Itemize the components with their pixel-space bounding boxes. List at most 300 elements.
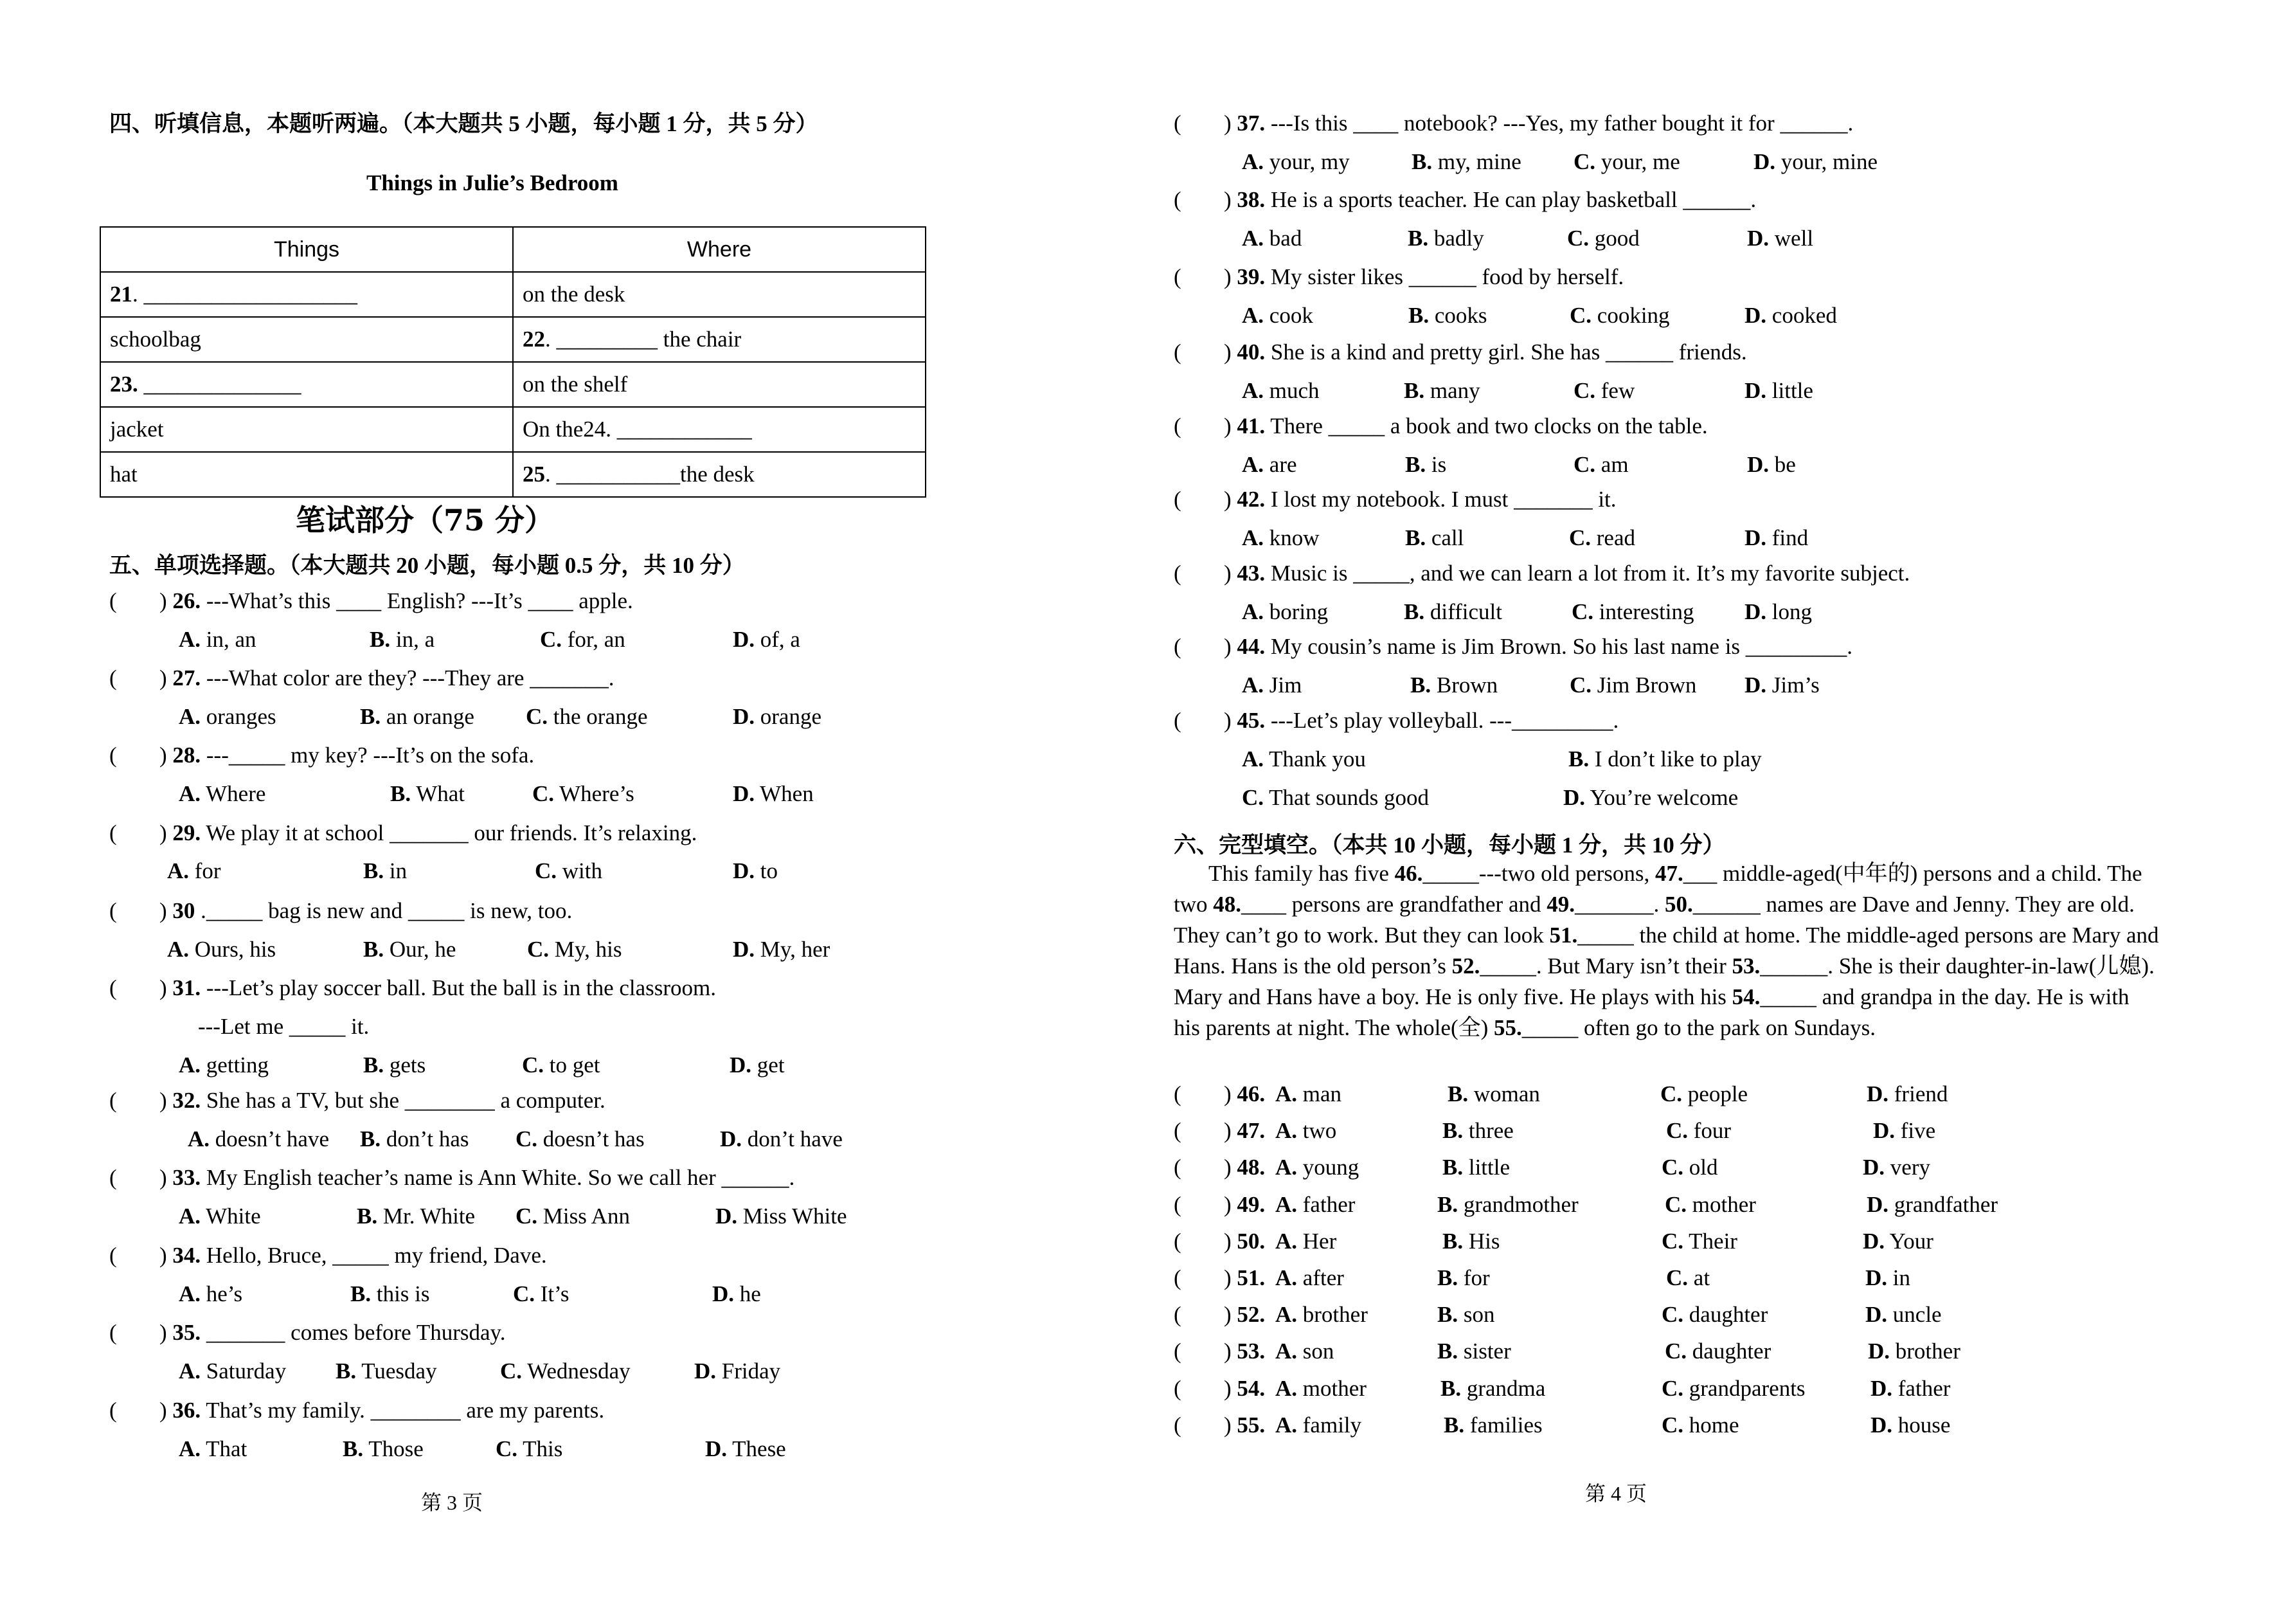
option-text: Mr. White [377,1204,476,1229]
option-c[interactable] [1574,149,1680,175]
option-a[interactable] [1275,1376,1367,1402]
option-a[interactable] [1242,378,1320,404]
option-d[interactable] [1563,785,1738,811]
answer-blank[interactable]: . ___________________ [132,282,357,307]
option-d[interactable] [733,937,830,962]
option-b[interactable] [1404,599,1502,625]
option-letter: C. [540,627,562,652]
answer-bracket[interactable] [122,898,159,924]
option-c[interactable] [1242,785,1429,811]
option-b[interactable] [1442,1229,1500,1254]
question-row [1174,339,1181,365]
option-letter: D. [1865,1302,1888,1327]
option-letter: C. [1569,525,1592,550]
option-letter: C. [1662,1412,1684,1438]
answer-bracket[interactable] [1187,1229,1224,1254]
option-a[interactable] [1242,525,1320,551]
open-paren: ( [1174,561,1181,586]
answer-bracket[interactable] [1187,708,1224,734]
option-letter: D. [1753,149,1776,174]
option-d[interactable] [1867,1192,1998,1218]
option-letter: C. [532,781,555,806]
passage-text: _____. But Mary isn’t their [1480,953,1732,979]
answer-bracket[interactable] [122,820,159,846]
option-d[interactable] [1744,672,1820,698]
passage-line [1174,951,2196,982]
option-b[interactable] [363,858,407,884]
option-d[interactable] [733,704,821,730]
option-text: That sounds good [1264,785,1430,810]
question-row [1174,264,1181,290]
option-letter: A. [1275,1376,1298,1401]
cloze-number [1224,1229,1265,1254]
option-d[interactable] [1865,1302,1942,1328]
option-c[interactable] [516,1126,645,1152]
question-number: 53. [1231,1339,1266,1364]
option-text: of, a [755,627,800,652]
option-c[interactable] [1662,1376,1806,1402]
option-c[interactable] [500,1358,631,1384]
answer-bracket[interactable] [1187,413,1224,439]
option-text: cook [1264,303,1313,328]
option-text: mother [1297,1376,1367,1401]
option-c[interactable] [522,1052,600,1078]
option-b[interactable] [1410,672,1498,698]
option-b[interactable] [1442,1155,1510,1180]
answer-bracket[interactable] [1187,1155,1224,1180]
option-letter: A. [1242,525,1264,550]
option-text: this is [371,1281,430,1306]
option-c[interactable] [1574,452,1629,478]
question-row [1174,413,1181,439]
answer-bracket[interactable] [122,588,159,614]
option-a[interactable] [1242,746,1366,772]
option-letter: A. [1275,1302,1298,1327]
option-c[interactable] [1665,1339,1771,1364]
blank-number[interactable]: 52. [1451,953,1480,979]
close-paren: ) [159,1398,167,1423]
option-b[interactable] [1408,226,1484,251]
option-text: father [1297,1192,1356,1217]
option-letter: B. [357,1204,378,1229]
question-text: _______ comes before Thursday. [201,1320,506,1345]
answer-blank[interactable]: . ___________the desk [545,462,755,487]
close-paren: ) [1224,634,1232,659]
option-c[interactable] [1569,525,1635,551]
question-stem [159,743,534,768]
answer-bracket[interactable] [122,1165,159,1191]
option-a[interactable] [1275,1192,1355,1218]
option-d[interactable] [1863,1155,1930,1180]
option-c[interactable] [1570,672,1696,698]
option-letter: C. [1574,452,1596,477]
option-letter: A. [1242,378,1264,403]
option-letter: D. [1863,1229,1885,1254]
blank-number[interactable]: 49. [1547,892,1575,917]
option-b[interactable] [1437,1192,1579,1218]
option-a[interactable] [1242,149,1350,175]
answer-bracket[interactable] [1187,1412,1224,1438]
question-number: 48. [1231,1155,1266,1180]
open-paren: ( [1174,264,1181,289]
answer-bracket[interactable] [1187,111,1224,136]
option-b[interactable] [1437,1339,1511,1364]
question-row [109,1320,117,1346]
answer-blank[interactable]: . _________ the chair [545,327,742,352]
option-d[interactable] [1747,452,1796,478]
question-text: I lost my notebook. I must _______ it. [1265,487,1617,512]
option-d[interactable] [1867,1081,1948,1107]
answer-bracket[interactable] [1187,1302,1224,1328]
option-letter: B. [1404,599,1425,624]
close-paren: ) [159,665,167,690]
option-letter: A. [1275,1229,1298,1254]
option-a[interactable] [1275,1081,1341,1107]
option-c[interactable] [1666,1265,1710,1291]
question-number: 54. [1231,1376,1266,1401]
option-a[interactable] [1275,1118,1336,1144]
option-letter: C. [527,937,550,962]
option-text: my, mine [1432,149,1521,174]
passage-text: ______ names are Dave and Jenny. They are old. [1692,892,2135,917]
close-paren: ) [1224,1339,1232,1364]
option-text: Miss Ann [537,1204,630,1229]
option-d[interactable] [705,1436,786,1462]
option-c[interactable] [496,1436,562,1462]
table-cell-where: on the shelf [513,362,926,407]
option-text: know [1264,525,1320,550]
option-d[interactable] [720,1126,843,1152]
answer-bracket[interactable] [122,665,159,691]
option-c[interactable] [1574,378,1635,404]
question-row [109,1398,117,1423]
table-row [100,272,926,317]
option-letter: D. [1747,452,1770,477]
option-c[interactable] [1570,303,1670,329]
option-a[interactable] [1242,452,1297,478]
option-letter: D. [733,937,755,962]
cloze-number [1224,1081,1265,1107]
option-a[interactable] [1242,599,1328,625]
option-text: for, an [562,627,625,652]
open-paren: ( [109,1398,117,1423]
option-letter: A. [167,937,190,962]
answer-bracket[interactable] [1187,264,1224,290]
option-b[interactable] [350,1281,430,1307]
option-a[interactable] [1275,1229,1336,1254]
option-d[interactable] [694,1358,780,1384]
option-text: the orange [548,704,648,729]
option-text: little [1463,1155,1511,1180]
section4-title: 四、听填信息，本题听两遍。（本大题共 5 小题，每小题 1 分，共 5 分） [109,111,818,136]
option-d[interactable] [1870,1412,1950,1438]
option-b[interactable] [360,704,474,730]
option-text: bad [1264,226,1302,251]
answer-bracket[interactable] [122,975,159,1001]
option-d[interactable] [733,627,800,653]
option-letter: D. [1863,1155,1885,1180]
option-text: for [1458,1265,1490,1290]
option-letter: B. [336,1358,357,1384]
option-a[interactable] [179,704,276,730]
option-letter: D. [705,1436,728,1461]
option-b[interactable] [336,1358,437,1384]
option-a[interactable] [1242,303,1313,329]
open-paren: ( [109,1165,117,1190]
question-stem [1224,264,1624,290]
question-number: 30 [166,898,195,923]
question-number: 41. [1231,413,1266,438]
cloze-number [1224,1265,1265,1291]
option-a[interactable] [179,1281,242,1307]
answer-bracket[interactable] [1187,1081,1224,1107]
option-text: interesting [1593,599,1694,624]
table-title: Things in Julie’s Bedroom [366,170,618,195]
option-letter: D. [1744,672,1767,698]
open-paren: ( [1174,708,1181,733]
blank-number[interactable]: 54. [1732,984,1761,1009]
option-a[interactable] [1275,1412,1361,1438]
option-text: don’t have [742,1126,843,1151]
table-cell-where [513,452,926,497]
option-text: three [1463,1118,1514,1143]
option-a[interactable] [188,1126,329,1152]
option-c[interactable] [527,937,622,962]
option-a[interactable] [1275,1302,1368,1328]
passage-text: _____---two old persons, [1422,861,1656,886]
option-letter: C. [516,1204,538,1229]
option-c[interactable] [1666,1118,1731,1144]
question-number: 37. [1231,111,1266,136]
option-b[interactable] [1437,1265,1490,1291]
blank-number[interactable]: 50. [1664,892,1693,917]
option-b[interactable] [370,627,435,653]
option-c[interactable] [1662,1412,1739,1438]
option-d[interactable] [712,1281,761,1307]
answer-bracket[interactable] [1187,1118,1224,1144]
option-c[interactable] [532,781,634,807]
question-stem [159,1088,605,1114]
answer-bracket[interactable] [1187,1376,1224,1402]
option-a[interactable] [1242,672,1302,698]
question-number: 33. [166,1165,201,1190]
passage-text: _____ often go to the park on Sundays. [1521,1015,1876,1040]
blank-number[interactable]: 46. [1394,861,1423,886]
option-d[interactable] [715,1204,847,1229]
option-letter: D. [712,1281,735,1306]
answer-bracket[interactable] [1187,1192,1224,1218]
question-stem [159,975,716,1001]
option-letter: A. [1242,599,1264,624]
option-text: to get [544,1052,600,1078]
option-text: man [1297,1081,1342,1106]
option-d[interactable] [1870,1376,1950,1402]
option-b[interactable] [1405,525,1464,551]
option-a[interactable] [179,1358,286,1384]
option-text: woman [1468,1081,1540,1106]
option-letter: A. [1275,1339,1298,1364]
option-letter: C. [535,858,557,883]
option-b[interactable] [390,781,465,807]
option-a[interactable] [179,627,256,653]
option-b[interactable] [1442,1118,1514,1144]
option-b[interactable] [363,1052,426,1078]
option-a[interactable] [1275,1339,1334,1364]
option-c[interactable] [513,1281,570,1307]
option-text: brother [1890,1339,1960,1364]
option-b[interactable] [1448,1081,1540,1107]
answer-bracket[interactable] [1187,1339,1224,1364]
answer-bracket[interactable] [122,1088,159,1114]
option-a[interactable] [179,1052,269,1078]
option-b[interactable] [1568,746,1762,772]
table-cell-where[interactable]: On the24. ____________ [513,407,926,452]
option-letter: B. [1442,1155,1464,1180]
option-text: daughter [1687,1339,1771,1364]
option-letter: C. [1662,1155,1684,1180]
answer-bracket[interactable] [1187,561,1224,586]
option-b[interactable] [360,1126,469,1152]
option-d[interactable] [1744,303,1837,329]
answer-bracket[interactable] [122,1398,159,1423]
option-letter: A. [1275,1192,1298,1217]
close-paren: ) [159,975,167,1000]
option-text: Jim’s [1766,672,1820,698]
close-paren: ) [159,898,167,923]
answer-bracket[interactable] [122,743,159,768]
question-text: ---What’s this ____ English? ---It’s ____ apple. [201,588,633,613]
open-paren: ( [109,898,117,923]
option-d[interactable] [1873,1118,1935,1144]
option-c[interactable] [516,1204,630,1229]
option-d[interactable] [733,858,778,884]
option-c[interactable] [535,858,602,884]
option-d[interactable] [1865,1265,1910,1291]
option-text: old [1683,1155,1718,1180]
answer-blank[interactable]: ______________ [138,372,301,397]
option-d[interactable] [1744,525,1808,551]
option-letter: C. [1572,599,1594,624]
option-a[interactable] [1242,226,1302,251]
option-b[interactable] [1412,149,1521,175]
option-letter: D. [733,627,755,652]
option-letter: B. [363,1052,384,1078]
option-d[interactable] [1863,1229,1933,1254]
option-b[interactable] [343,1436,424,1462]
answer-bracket[interactable] [1187,487,1224,512]
option-text: getting [201,1052,269,1078]
option-d[interactable] [733,781,814,807]
answer-bracket[interactable] [1187,339,1224,365]
option-text: be [1769,452,1796,477]
question-number: 44. [1231,634,1266,659]
option-b[interactable] [1408,303,1487,329]
option-a[interactable] [1275,1155,1359,1180]
option-a[interactable] [179,781,265,807]
passage-line [1174,858,2196,889]
option-text: Friday [716,1358,781,1384]
blank-number[interactable]: 53. [1732,953,1761,979]
option-text: badly [1428,226,1484,251]
option-a[interactable] [1275,1265,1344,1291]
option-a[interactable] [167,858,221,884]
option-a[interactable] [167,937,276,962]
option-b[interactable] [363,937,456,962]
option-letter: C. [1665,1339,1687,1364]
option-b[interactable] [1405,452,1446,478]
option-letter: D. [720,1126,742,1151]
blank-number[interactable]: 47. [1655,861,1683,886]
option-d[interactable] [1753,149,1878,175]
cloze-number [1224,1339,1265,1364]
option-c[interactable] [1660,1081,1748,1107]
option-letter: D. [733,858,755,883]
option-d[interactable] [1747,226,1813,251]
option-text: When [755,781,814,806]
option-d[interactable] [1744,599,1812,625]
blank-number[interactable]: 55. [1494,1015,1522,1040]
section6-title: 六、完型填空。（本共 10 小题，每小题 1 分，共 10 分） [1174,833,1725,858]
blank-number[interactable]: 48. [1213,892,1241,917]
answer-bracket[interactable] [1187,187,1224,213]
table-header-things: Things [100,227,513,272]
open-paren: ( [109,1243,117,1268]
option-text: This [517,1436,563,1461]
option-letter: B. [1444,1412,1465,1438]
question-number: 26. [166,588,201,613]
written-part-title: 笔试部分（75 分） [296,503,555,537]
option-text: difficult [1424,599,1502,624]
option-letter: B. [350,1281,372,1306]
option-c[interactable] [1572,599,1694,625]
option-b[interactable] [1404,378,1480,404]
option-letter: D. [1744,525,1767,550]
answer-bracket[interactable] [1187,634,1224,660]
option-c[interactable] [1662,1229,1737,1254]
question-row [1174,487,1181,512]
option-d[interactable] [1868,1339,1960,1364]
option-c[interactable] [540,627,625,653]
option-c[interactable] [1567,226,1640,251]
option-text: You’re welcome [1585,785,1739,810]
option-b[interactable] [1440,1376,1545,1402]
option-d[interactable] [730,1052,785,1078]
answer-bracket[interactable] [1187,1265,1224,1291]
option-b[interactable] [1444,1412,1543,1438]
option-text: get [751,1052,785,1078]
option-b[interactable] [1437,1302,1494,1328]
question-number: 38. [1231,187,1266,212]
option-letter: B. [1437,1192,1458,1217]
cloze-number [1224,1192,1265,1218]
option-b[interactable] [357,1204,475,1229]
option-a[interactable] [179,1436,247,1462]
close-paren: ) [159,1165,167,1190]
option-d[interactable] [1744,378,1813,404]
option-c[interactable] [1665,1192,1756,1218]
answer-bracket[interactable] [122,1243,159,1268]
option-c[interactable] [1662,1302,1768,1328]
option-letter: A. [1275,1412,1298,1438]
option-c[interactable] [1662,1155,1718,1180]
answer-bracket[interactable] [122,1320,159,1346]
option-a[interactable] [179,1204,261,1229]
option-c[interactable] [526,704,648,730]
question-stem [159,588,633,614]
option-letter: A. [1242,149,1264,174]
blank-number[interactable]: 51. [1549,923,1578,948]
question-number: 28. [166,743,201,768]
